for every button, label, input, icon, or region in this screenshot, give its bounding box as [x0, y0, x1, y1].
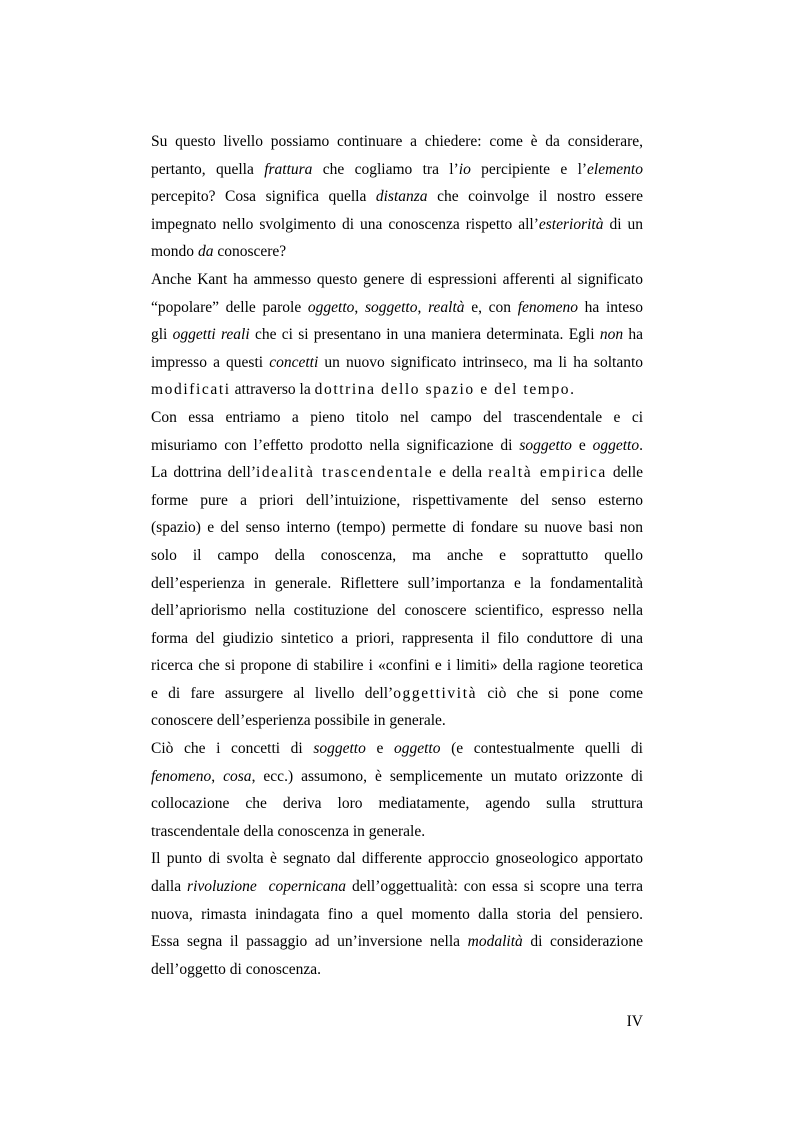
- text-segment: collocazione che deriva loro mediatamente, agendo sulla struttura: [151, 795, 643, 813]
- italic-text: oggetto: [592, 436, 640, 454]
- italic-text: elemento: [587, 160, 643, 178]
- text-line: [151, 432, 643, 460]
- italic-text: soggetto: [519, 436, 572, 454]
- text-segment: di considerazione: [522, 933, 643, 951]
- text-line: [151, 845, 643, 873]
- italic-text: oggetto: [393, 740, 441, 758]
- italic-text: distanza: [375, 188, 428, 206]
- text-segment: e della: [433, 464, 489, 482]
- text-line: [151, 570, 643, 598]
- italic-text: io: [458, 160, 471, 178]
- text-line: [151, 128, 643, 156]
- text-segment: e di fare assurgere al livello dell’: [151, 684, 394, 702]
- italic-text: soggetto: [364, 298, 418, 316]
- text-segment: un nuovo significato intrinseco, ma li ha soltanto: [318, 353, 644, 371]
- text-segment: Il punto di svolta è segnato dal differente approccio gnoseologico apportato: [151, 850, 643, 868]
- italic-text: cosa: [223, 767, 252, 785]
- italic-text: concetti: [269, 353, 319, 371]
- text-line: [151, 873, 643, 901]
- text-line: [151, 790, 643, 818]
- text-line: [151, 404, 643, 432]
- text-line: [151, 625, 643, 653]
- text-line: [151, 321, 643, 349]
- text-line: [151, 928, 643, 956]
- text-segment: ha inteso: [577, 298, 644, 316]
- text-segment: dell’esperienza in generale. Riflettere sull’importanza e la fondamentalità: [151, 574, 643, 592]
- italic-text: rivoluzione copernicana: [187, 878, 347, 896]
- text-segment: ,: [354, 298, 365, 316]
- text-segment: trascendentale della conoscenza in generale.: [151, 822, 426, 840]
- text-line: [151, 238, 643, 266]
- italic-text: fenomeno: [151, 767, 212, 785]
- text-segment: dell’apriorismo nella costituzione del conoscere scientifico, espresso nella: [151, 602, 643, 620]
- text-line: [151, 376, 643, 404]
- text-line: [151, 956, 643, 984]
- text-line: [151, 266, 643, 294]
- text-line: [151, 763, 643, 791]
- text-segment: nuova, rimasta inindagata fino a quel momento dalla storia del pensiero.: [151, 905, 643, 923]
- italic-text: modalità: [467, 933, 523, 951]
- italic-text: frattura: [264, 160, 313, 178]
- text-line: [151, 707, 643, 735]
- text-line: [151, 901, 643, 929]
- text-segment: che cogliamo tra l’: [312, 160, 459, 178]
- text-segment: pertanto, quella: [151, 160, 265, 178]
- text-segment: (e contestualmente quelli di: [440, 740, 643, 758]
- page-body-text: [151, 128, 643, 983]
- text-line: [151, 487, 643, 515]
- text-segment: misuriamo con l’effetto prodotto nella significazione di: [151, 436, 520, 454]
- text-segment: ricerca che si propone di stabilire i «confini e i limiti» della ragione teoretica: [151, 657, 643, 675]
- text-segment: Ciò che i concetti di: [151, 740, 314, 758]
- italic-text: soggetto: [313, 740, 366, 758]
- text-segment: che coinvolge il nostro essere: [427, 188, 643, 206]
- page-number: IV: [626, 1013, 643, 1030]
- text-segment: Con essa entriamo a pieno titolo nel campo del trascendentale e ci: [151, 408, 643, 426]
- text-line: [151, 514, 643, 542]
- spaced-text: oggettività: [393, 684, 478, 702]
- text-line: [151, 597, 643, 625]
- text-segment: conoscere?: [213, 243, 287, 261]
- text-segment: impresso a questi: [151, 353, 270, 371]
- text-segment: , ecc.) assumono, è semplicemente un mutato orizzonte di: [251, 767, 644, 785]
- spaced-text: realtà empirica: [488, 464, 607, 482]
- text-segment: conoscere dell’esperienza possibile in generale.: [151, 712, 446, 730]
- text-line: [151, 349, 643, 377]
- text-segment: forme pure a priori dell’intuizione, rispettivamente del senso esterno: [151, 491, 643, 509]
- text-line: [151, 211, 643, 239]
- italic-text: non: [599, 326, 624, 344]
- text-segment: forma del giudizio sintetico a priori, rappresenta il filo conduttore di una: [151, 629, 643, 647]
- text-line: [151, 680, 643, 708]
- text-segment: dell’oggettualità: con essa si scopre una terra: [346, 878, 643, 896]
- spaced-text: idealità trascendentale: [256, 464, 434, 482]
- text-line: [151, 542, 643, 570]
- text-segment: attraverso la: [230, 381, 315, 399]
- text-segment: La dottrina dell’: [151, 464, 257, 482]
- text-segment: .: [570, 381, 575, 399]
- text-segment: ha: [623, 326, 643, 344]
- text-segment: percepito? Cosa significa quella: [151, 188, 376, 206]
- text-line: [151, 156, 643, 184]
- text-segment: e: [571, 436, 593, 454]
- text-segment: “popolare” delle parole: [151, 298, 308, 316]
- text-segment: gli: [151, 326, 173, 344]
- text-line: [151, 652, 643, 680]
- text-segment: percipiente e l’: [470, 160, 588, 178]
- text-line: [151, 183, 643, 211]
- spaced-text: dottrina dello spazio e del tempo: [314, 381, 571, 399]
- text-segment: ,: [417, 298, 429, 316]
- text-segment: delle: [606, 464, 644, 482]
- text-segment: che ci si presentano in una maniera determinata. Egli: [249, 326, 600, 344]
- text-segment: mondo: [151, 243, 198, 261]
- italic-text: fenomeno: [517, 298, 578, 316]
- italic-text: oggetto: [307, 298, 355, 316]
- text-segment: ,: [211, 767, 224, 785]
- italic-text: da: [197, 243, 214, 261]
- text-segment: .: [639, 436, 643, 454]
- text-segment: di un: [603, 215, 643, 233]
- italic-text: realtà: [428, 298, 465, 316]
- text-line: [151, 459, 643, 487]
- text-segment: impegnato nello svolgimento di una conoscenza rispetto all’: [151, 215, 539, 233]
- text-line: [151, 818, 643, 846]
- italic-text: oggetti reali: [172, 326, 250, 344]
- text-segment: e: [365, 740, 394, 758]
- text-line: [151, 294, 643, 322]
- text-segment: dell’oggetto di conoscenza.: [151, 960, 322, 978]
- spaced-text: modificati: [151, 381, 231, 399]
- text-segment: (spazio) e del senso interno (tempo) permette di fondare su nuove basi non: [151, 519, 643, 537]
- text-line: [151, 735, 643, 763]
- text-segment: Essa segna il passaggio ad un’inversione nella: [151, 933, 468, 951]
- text-segment: Anche Kant ha ammesso questo genere di espressioni afferenti al significato: [151, 270, 643, 288]
- text-segment: dalla: [151, 878, 188, 896]
- italic-text: esteriorità: [538, 215, 604, 233]
- text-segment: ciò che si pone come: [477, 684, 644, 702]
- text-segment: e, con: [464, 298, 518, 316]
- text-segment: solo il campo della conoscenza, ma anche e soprattutto quello: [151, 546, 643, 564]
- text-segment: Su questo livello possiamo continuare a chiedere: come è da considerare,: [151, 133, 643, 150]
